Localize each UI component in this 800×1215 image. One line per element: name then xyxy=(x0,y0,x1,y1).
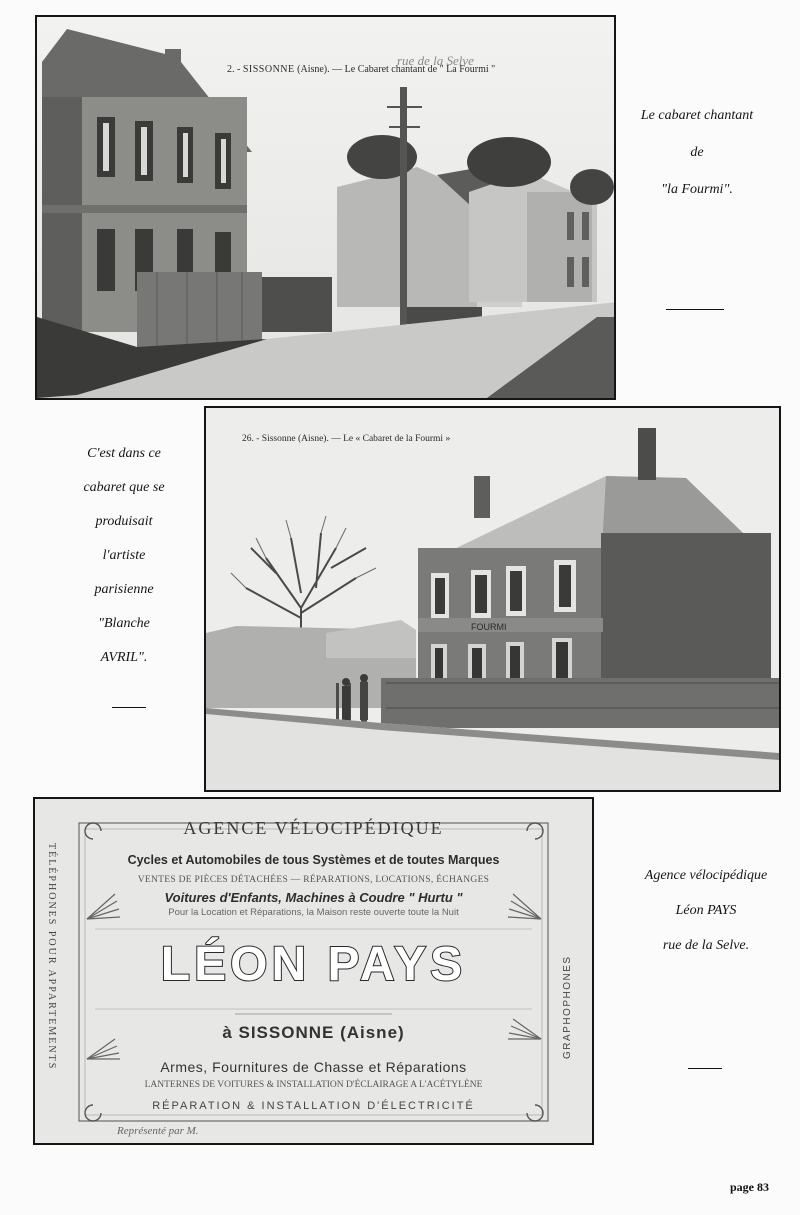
building-scene-illustration xyxy=(206,408,779,790)
card-line-cycles: Cycles et Automobiles de tous Systèmes et de toutes Marques xyxy=(127,853,500,867)
caption-blanche-avril xyxy=(64,437,184,675)
caption-line: "Blanche xyxy=(98,616,150,631)
caption-line: produisait xyxy=(95,514,153,529)
photo-cabaret-de-la-fourmi-building xyxy=(204,406,781,792)
card-line-voitures: Voitures d'Enfants, Machines à Coudre " Hurtu " xyxy=(164,890,463,905)
card-line-armes: Armes, Fournitures de Chasse et Réparations xyxy=(160,1059,467,1075)
caption-number: 26. - xyxy=(242,434,260,444)
caption-line: "la Fourmi". xyxy=(661,182,733,197)
caption-region: (Aisne). xyxy=(297,434,329,444)
divider-rule xyxy=(666,309,724,310)
page-number: page 83 xyxy=(730,1180,769,1194)
business-card-leon-pays xyxy=(33,797,594,1145)
card-line-ventes: VENTES DE PIÈCES DÉTACHÉES — RÉPARATIONS, LOCATIONS, ÉCHANGES xyxy=(137,875,490,885)
card-line-reparation: RÉPARATION & INSTALLATION D'ÉLECTRICITÉ xyxy=(152,1100,475,1112)
card-vertical-left xyxy=(43,843,57,1103)
caption-location: SISSONNE xyxy=(242,64,295,75)
caption-line: parisienne xyxy=(94,582,154,597)
card-town: à SISSONNE (Aisne) xyxy=(222,1023,405,1042)
caption-line: AVRIL". xyxy=(100,650,148,665)
caption-location: Sissonne xyxy=(261,434,296,444)
caption-line: Léon PAYS xyxy=(675,903,737,918)
vertical-text-graphophones: GRAPHOPHONES xyxy=(562,955,573,1059)
card-business-name: LÉON PAYS xyxy=(160,938,467,991)
divider-rule xyxy=(688,1068,722,1069)
photo-cabaret-la-fourmi-street xyxy=(35,15,616,400)
caption-line: l'artiste xyxy=(102,548,146,563)
caption-line: C'est dans ce xyxy=(87,446,161,461)
photo-caption xyxy=(227,64,495,75)
caption-line: de xyxy=(690,145,704,160)
card-heading: AGENCE VÉLOCIPÉDIQUE xyxy=(183,818,444,838)
vertical-text-telephones: TÉLÉPHONES POUR APPARTEMENTS xyxy=(46,843,57,1071)
photo-caption xyxy=(242,434,450,444)
divider-rule xyxy=(112,707,146,708)
caption-line: rue de la Selve. xyxy=(662,938,750,953)
caption-line: cabaret que se xyxy=(83,480,165,495)
caption-number: 2. - xyxy=(227,64,241,75)
caption-region: (Aisne). xyxy=(297,64,330,75)
handwritten-note: rue de la Selve xyxy=(397,53,474,68)
shop-sign: FOURMI xyxy=(471,622,507,632)
caption-line: Le cabaret chantant xyxy=(640,108,754,123)
caption-cabaret-chantant xyxy=(632,97,762,208)
caption-title: — Le « Cabaret de la Fourmi » xyxy=(331,434,451,444)
card-line-location: Pour la Location et Réparations, la Maison reste ouverte toute la Nuit xyxy=(168,907,459,918)
caption-agence-velocipedique xyxy=(628,858,784,963)
caption-title: — Le Cabaret chantant de " La Fourmi " xyxy=(332,64,496,75)
card-represente: Représenté par M. xyxy=(117,1125,199,1137)
card-line-lanternes: LANTERNES DE VOITURES & INSTALLATION D'ÉCLAIRAGE A L'ACÉTYLÈNE xyxy=(144,1080,483,1090)
card-vertical-right xyxy=(562,909,576,1059)
caption-line: Agence vélocipédique xyxy=(644,868,768,883)
